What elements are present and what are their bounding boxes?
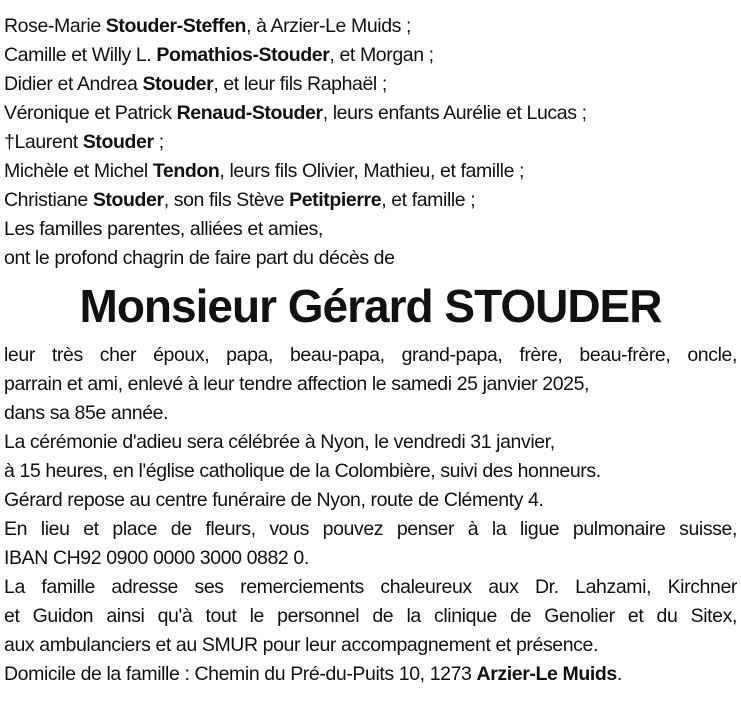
- notice-line: [4, 215, 737, 244]
- family-name-bold: Stouder: [142, 73, 214, 95]
- text-segment: , leurs enfants Aurélie et Lucas ;: [322, 102, 587, 124]
- family-name-bold: Stouder: [92, 189, 164, 211]
- notice-line: [4, 341, 737, 370]
- text-segment: Camille et Willy L.: [4, 44, 157, 66]
- notice-line: [4, 41, 737, 70]
- deceased-name-title: Monsieur Gérard STOUDER: [79, 280, 662, 332]
- text-segment: Gérard repose au centre funéraire de Nyon, route de Clémenty 4.: [4, 489, 544, 511]
- text-segment: La cérémonie d'adieu sera célébrée à Nyon, le vendredi 31 janvier,: [4, 431, 555, 453]
- family-name-bold: Arzier-Le Muids: [476, 663, 617, 685]
- text-segment: Christiane: [4, 189, 93, 211]
- text-segment: aux ambulanciers et au SMUR pour leur accompagnement et présence.: [4, 634, 598, 656]
- notice-line: [4, 186, 737, 215]
- notice-line: [4, 660, 737, 689]
- notice-line: [4, 99, 737, 128]
- text-segment: , et famille ;: [381, 189, 476, 211]
- notice-line: [4, 128, 737, 157]
- notice-line: [4, 631, 737, 660]
- text-segment: à 15 heures, en l'église catholique de la Colombière, suivi des honneurs.: [4, 460, 601, 482]
- text-segment: La famille adresse ses remerciements chaleureux aux Dr. Lahzami, Kirchner: [4, 576, 737, 598]
- text-segment: IBAN CH92 0900 0000 3000 0882 0.: [4, 547, 309, 569]
- notice-line: [4, 157, 737, 186]
- text-segment: Didier et Andrea: [4, 73, 143, 95]
- family-name-bold: Stouder-Steffen: [105, 15, 247, 37]
- text-segment: , à Arzier-Le Muids ;: [246, 15, 412, 37]
- text-segment: , leurs fils Olivier, Mathieu, et famille ;: [219, 160, 525, 182]
- notice-line: [4, 544, 737, 573]
- family-name-bold: Renaud-Stouder: [176, 102, 323, 124]
- family-name-bold: Pomathios-Stouder: [156, 44, 330, 66]
- family-name-bold: Stouder: [82, 131, 154, 153]
- text-segment: , et Morgan ;: [329, 44, 434, 66]
- intro-family-list: [4, 12, 737, 273]
- notice-line: [4, 515, 737, 544]
- notice-line: [4, 370, 737, 399]
- text-segment: ont le profond chagrin de faire part du décès de: [4, 247, 395, 269]
- text-segment: Les familles parentes, alliées et amies,: [4, 218, 323, 240]
- text-segment: , et leur fils Raphaël ;: [213, 73, 387, 95]
- notice-line: [4, 244, 737, 273]
- text-segment: Domicile de la famille : Chemin du Pré-du-Puits 10, 1273: [4, 663, 477, 685]
- text-segment: et Guidon ainsi qu'à tout le personnel de la clinique de Genolier et du Sitex,: [4, 605, 737, 627]
- text-segment: Rose-Marie: [4, 15, 106, 37]
- notice-line: [4, 457, 737, 486]
- text-segment: Véronique et Patrick: [4, 102, 177, 124]
- notice-body: [4, 341, 737, 689]
- text-segment: ;: [153, 131, 164, 153]
- family-name-bold: Petitpierre: [289, 189, 382, 211]
- text-segment: , son fils Stève: [163, 189, 290, 211]
- notice-line: [4, 602, 737, 631]
- notice-line: [4, 573, 737, 602]
- text-segment: dans sa 85e année.: [4, 402, 169, 424]
- text-segment: .: [616, 663, 622, 685]
- notice-line: [4, 12, 737, 41]
- notice-line: [4, 70, 737, 99]
- text-segment: †Laurent: [4, 131, 83, 153]
- notice-line: [4, 399, 737, 428]
- notice-line: [4, 486, 737, 515]
- text-segment: En lieu et place de fleurs, vous pouvez penser à la ligue pulmonaire suisse,: [4, 518, 737, 540]
- text-segment: leur très cher époux, papa, beau-papa, grand-papa, frère, beau-frère, oncle,: [4, 344, 737, 366]
- notice-line: [4, 428, 737, 457]
- text-segment: Michèle et Michel: [4, 160, 153, 182]
- family-name-bold: Tendon: [152, 160, 220, 182]
- text-segment: parrain et ami, enlevé à leur tendre affection le samedi 25 janvier 2025,: [4, 373, 590, 395]
